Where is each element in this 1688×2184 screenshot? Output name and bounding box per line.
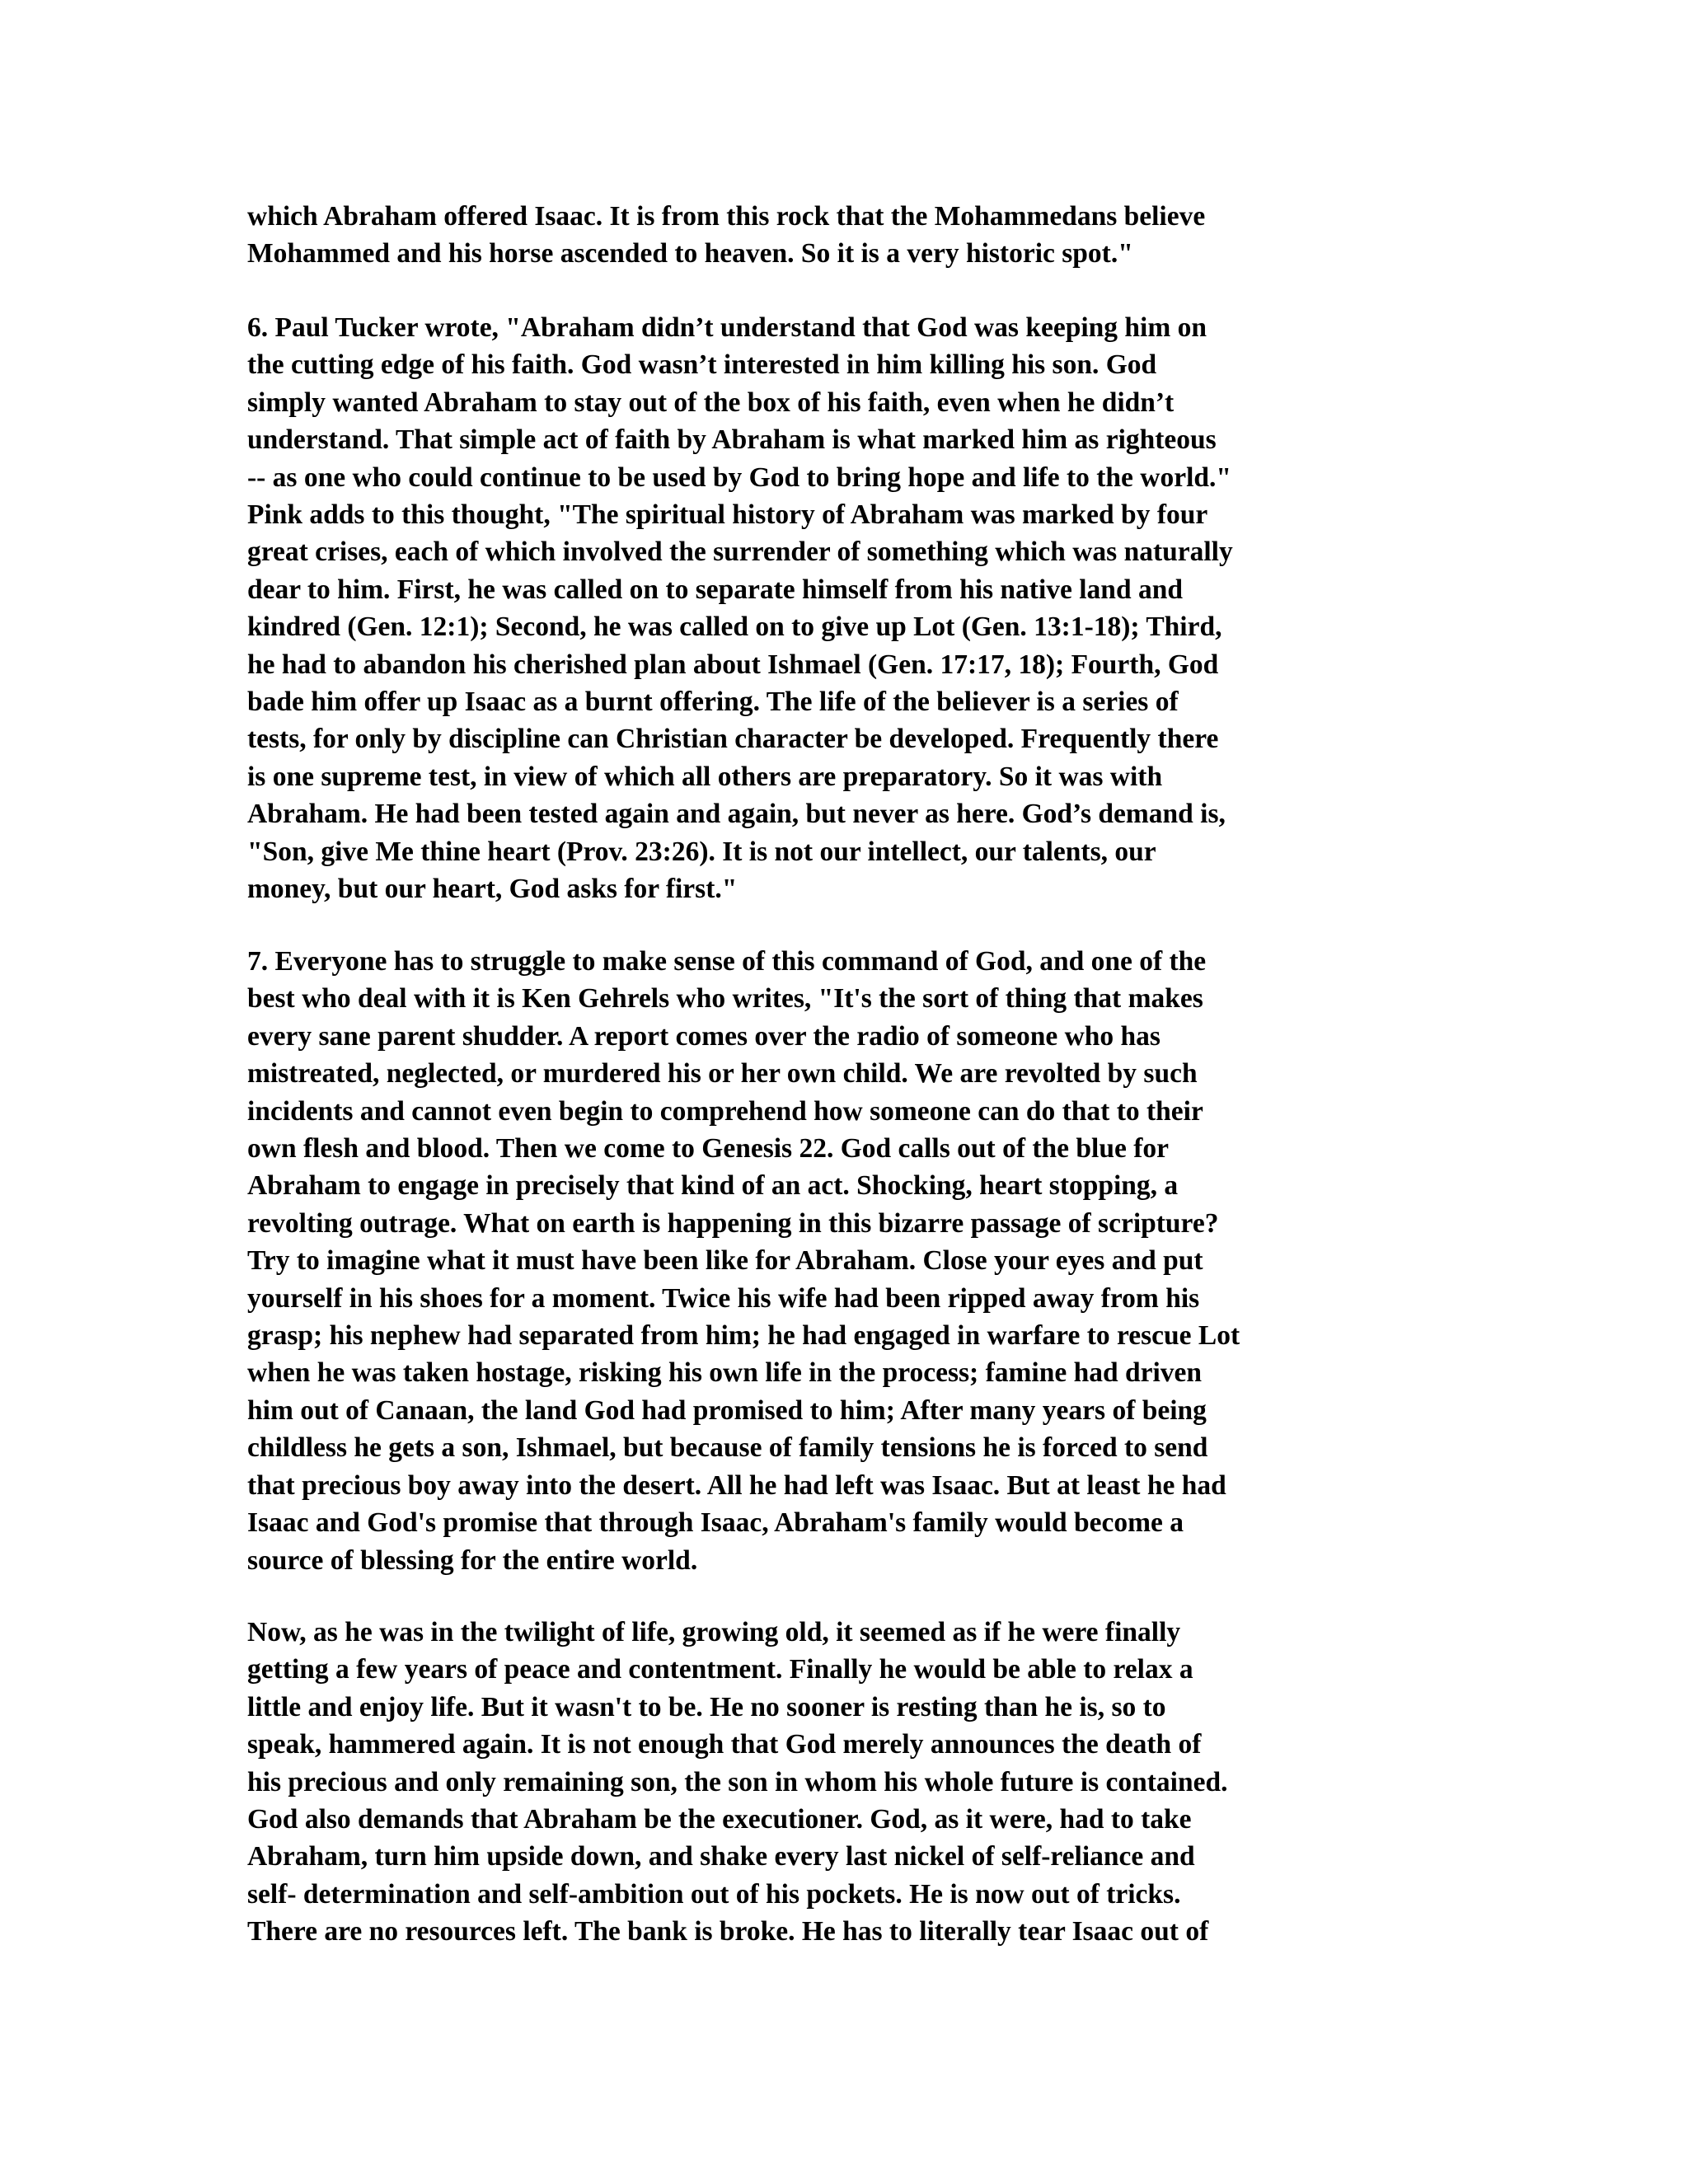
text-line: tests, for only by discipline can Christian character be developed. Frequently there bbox=[247, 724, 1219, 755]
text-line: dear to him. First, he was called on to separate himself from his native land and bbox=[247, 574, 1183, 605]
text-line: his precious and only remaining son, the son in whom his whole future is contained. bbox=[247, 1766, 1228, 1797]
text-line: getting a few years of peace and contentment. Finally he would be able to relax a bbox=[247, 1654, 1193, 1685]
text-line: best who deal with it is Ken Gehrels who writes, "It's the sort of thing that makes bbox=[247, 983, 1203, 1015]
text-line: the cutting edge of his faith. God wasn’t interested in him killing his son. God bbox=[247, 349, 1157, 381]
text-line: understand. That simple act of faith by Abraham is what marked him as righteous bbox=[247, 424, 1217, 456]
text-line: him out of Canaan, the land God had promised to him; After many years of being bbox=[247, 1394, 1207, 1426]
text-line: bade him offer up Isaac as a burnt offering. The life of the believer is a series of bbox=[247, 687, 1179, 718]
text-line: Abraham, turn him upside down, and shake every last nickel of self-reliance and bbox=[247, 1841, 1195, 1872]
text-line: he had to abandon his cherished plan about Ishmael (Gen. 17:17, 18); Fourth, God bbox=[247, 649, 1219, 680]
text-line: kindred (Gen. 12:1); Second, he was called on to give up Lot (Gen. 13:1-18); Third, bbox=[247, 612, 1222, 643]
text-line: Abraham to engage in precisely that kind of an act. Shocking, heart stopping, a bbox=[247, 1170, 1179, 1202]
text-line: incidents and cannot even begin to comprehend how someone can do that to their bbox=[247, 1095, 1203, 1127]
text-line: Try to imagine what it must have been like for Abraham. Close your eyes and put bbox=[247, 1245, 1203, 1277]
text-line: that precious boy away into the desert. All he had left was Isaac. But at least he had bbox=[247, 1469, 1226, 1501]
text-line: is one supreme test, in view of which all others are preparatory. So it was with bbox=[247, 761, 1163, 792]
text-line: yourself in his shoes for a moment. Twice his wife had been ripped away from his bbox=[247, 1282, 1200, 1314]
paragraph-continuation bbox=[247, 198, 1451, 273]
paragraph-now bbox=[247, 1614, 1451, 1951]
text-line: Pink adds to this thought, "The spiritual history of Abraham was marked by four bbox=[247, 499, 1208, 531]
text-line: Abraham. He had been tested again and again, but never as here. God’s demand is, bbox=[247, 799, 1226, 830]
text-line: self- determination and self-ambition out of his pockets. He is now out of tricks. bbox=[247, 1878, 1181, 1910]
text-line: every sane parent shudder. A report comes over the radio of someone who has bbox=[247, 1020, 1160, 1052]
text-line: simply wanted Abraham to stay out of the box of his faith, even when he didn’t bbox=[247, 387, 1175, 418]
text-line: which Abraham offered Isaac. It is from this rock that the Mohammedans believe bbox=[247, 201, 1206, 232]
text-line: money, but our heart, God asks for first." bbox=[247, 874, 738, 905]
text-line: -- as one who could continue to be used by God to bring hope and life to the world." bbox=[247, 462, 1232, 493]
text-line: childless he gets a son, Ishmael, but because of family tensions he is forced to send bbox=[247, 1432, 1208, 1464]
text-line: source of blessing for the entire world. bbox=[247, 1544, 698, 1576]
text-line: mistreated, neglected, or murdered his or her own child. We are revolted by such bbox=[247, 1058, 1198, 1090]
text-line: Now, as he was in the twilight of life, growing old, it seemed as if he were finally bbox=[247, 1617, 1181, 1647]
text-line: own flesh and blood. Then we come to Genesis 22. God calls out of the blue for bbox=[247, 1133, 1169, 1165]
text-line: speak, hammered again. It is not enough that God merely announces the death of bbox=[247, 1729, 1202, 1760]
text-line: 6. Paul Tucker wrote, "Abraham didn’t understand that God was keeping him on bbox=[247, 312, 1207, 343]
text-line: great crises, each of which involved the surrender of something which was naturally bbox=[247, 537, 1233, 568]
text-line: little and enjoy life. But it wasn't to be. He no sooner is resting than he is, so to bbox=[247, 1691, 1166, 1722]
paragraph-6 bbox=[247, 309, 1451, 908]
text-line: Isaac and God's promise that through Isaac, Abraham's family would become a bbox=[247, 1507, 1184, 1539]
text-line: Mohammed and his horse ascended to heaven. So it is a very historic spot." bbox=[247, 238, 1133, 269]
text-line: God also demands that Abraham be the executioner. God, as it were, had to take bbox=[247, 1804, 1192, 1835]
text-line: grasp; his nephew had separated from him; he had engaged in warfare to rescue Lot bbox=[247, 1320, 1240, 1352]
text-line: "Son, give Me thine heart (Prov. 23:26). It is not our intellect, our talents, our bbox=[247, 836, 1156, 867]
paragraph-7 bbox=[247, 943, 1451, 1579]
text-line: There are no resources left. The bank is broke. He has to literally tear Isaac out of bbox=[247, 1916, 1209, 1947]
text-line: 7. Everyone has to struggle to make sense of this command of God, and one of the bbox=[247, 946, 1207, 977]
text-line: revolting outrage. What on earth is happening in this bizarre passage of scripture? bbox=[247, 1207, 1219, 1239]
text-line: when he was taken hostage, risking his own life in the process; famine had driven bbox=[247, 1357, 1203, 1389]
